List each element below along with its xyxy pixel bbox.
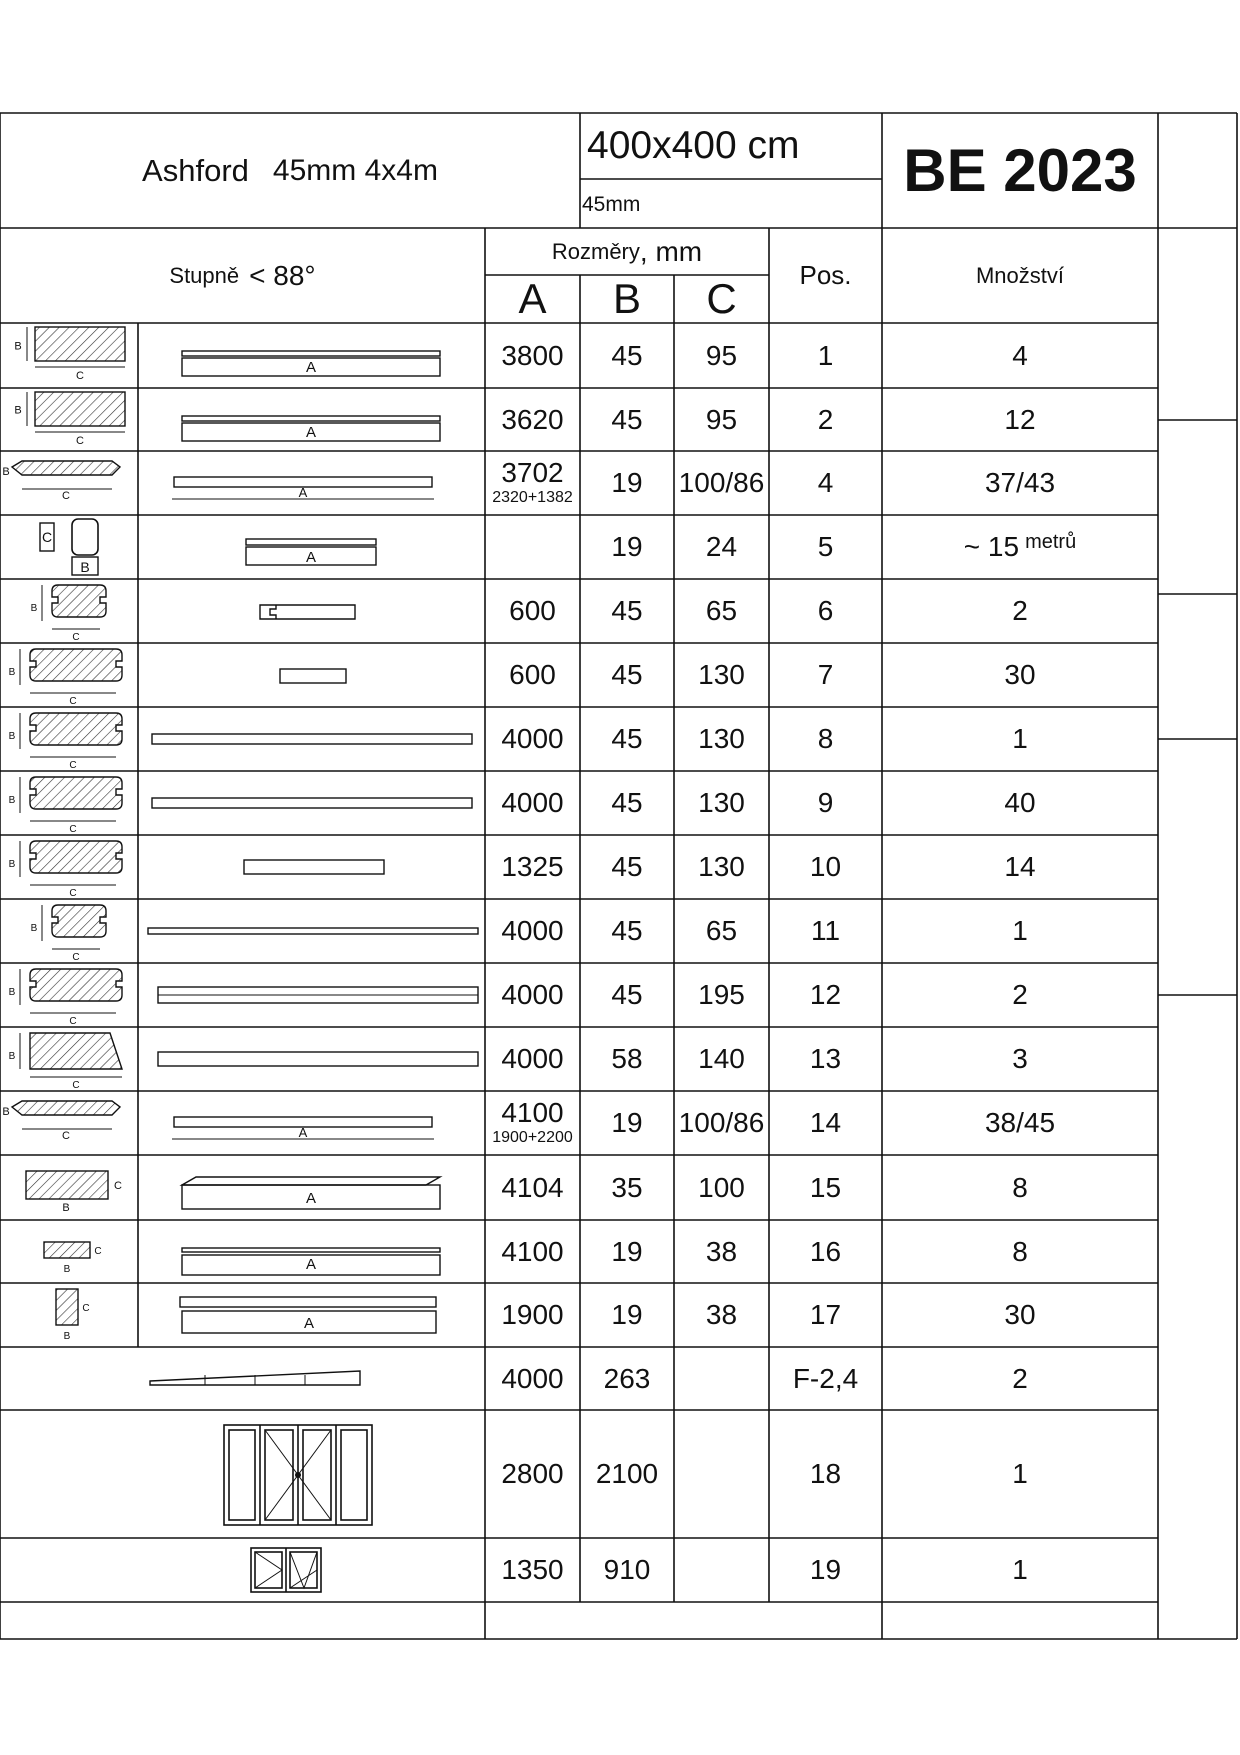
cell-pos: 18	[809, 1458, 842, 1489]
row-drawing	[2, 461, 434, 502]
cell-c: 95	[705, 339, 738, 371]
side-view-icon	[172, 477, 434, 500]
cell-c: 130	[698, 787, 745, 818]
cell-c: 38	[705, 1235, 738, 1267]
svg-text:C: C	[72, 952, 80, 963]
cell-a	[485, 643, 580, 707]
cell-qty-value: 14	[1004, 851, 1036, 882]
col-b-header: B	[612, 275, 641, 322]
row-drawing	[31, 585, 355, 643]
cell-pos: 4	[817, 467, 834, 498]
svg-text:A: A	[305, 424, 317, 441]
cell-a	[485, 323, 580, 388]
cell-pos: 11	[810, 915, 841, 946]
cell-pos: 19	[809, 1554, 842, 1585]
cell-pos: 14	[809, 1107, 842, 1138]
cell-a	[485, 899, 580, 963]
row-drawing	[56, 1289, 436, 1342]
cell-a-value: 4104	[501, 1171, 564, 1203]
cell-a	[485, 1220, 580, 1283]
row-drawing	[9, 841, 384, 899]
cell-pos: 1	[817, 339, 834, 371]
cell-qty-value: 37/43	[984, 467, 1056, 498]
cell-a	[485, 1410, 580, 1538]
cell-a-sub: 1900+2200	[492, 1129, 573, 1146]
cell-c: 130	[698, 659, 745, 690]
pos-header: Pos.	[799, 260, 852, 290]
dimensions-header	[485, 228, 769, 275]
foundation-beam-icon	[150, 1371, 360, 1385]
cell-qty-value: 2	[1012, 595, 1028, 626]
cell-qty-value: 3	[1012, 1043, 1028, 1074]
cell-b: 35	[611, 1171, 643, 1203]
cell-qty-value: ~ 15	[963, 531, 1020, 562]
svg-text:C: C	[76, 435, 84, 447]
profile-section-icon	[31, 905, 106, 963]
cell-b: 45	[611, 851, 643, 882]
cell-qty	[882, 1410, 1158, 1538]
cell-a	[485, 1283, 580, 1347]
profile-section-icon	[40, 519, 98, 575]
side-view-icon	[180, 1297, 436, 1333]
svg-text:A: A	[298, 485, 308, 500]
cell-b: 45	[611, 723, 643, 754]
product-spec: 45mm 4x4m	[272, 153, 438, 187]
cell-a-sub: 2320+1382	[492, 489, 573, 506]
product-name: Ashford	[142, 152, 249, 188]
cell-a	[485, 388, 580, 451]
cell-c: 100/86	[678, 467, 765, 498]
cell-pos: 5	[817, 531, 834, 562]
svg-text:B: B	[8, 667, 16, 678]
cell-qty-value: 1	[1012, 915, 1028, 946]
profile-section-icon	[9, 777, 122, 835]
svg-text:B: B	[8, 987, 16, 998]
cell-b: 45	[611, 979, 643, 1010]
cell-a-value: 3620	[501, 403, 564, 435]
cell-qty	[882, 1155, 1158, 1220]
cell-a-value: 3702	[501, 457, 564, 488]
cell-b: 58	[611, 1043, 643, 1074]
profile-drawings	[2, 327, 478, 1592]
side-view-icon	[158, 1052, 478, 1066]
cell-a	[485, 1347, 580, 1410]
cell-qty	[882, 899, 1158, 963]
profile-section-icon	[9, 841, 122, 899]
cell-qty	[882, 579, 1158, 643]
cell-c	[674, 1347, 769, 1410]
svg-text:C: C	[69, 888, 77, 899]
cell-a-value: 4000	[501, 1043, 564, 1074]
cell-qty	[882, 1220, 1158, 1283]
svg-text:C: C	[82, 1303, 90, 1314]
cell-a	[485, 451, 580, 515]
cell-a-value: 4100	[501, 1235, 564, 1267]
svg-text:B: B	[80, 559, 90, 575]
profile-section-icon	[14, 392, 125, 447]
svg-text:B: B	[2, 1106, 10, 1118]
cell-qty-value: 2	[1012, 1362, 1028, 1394]
cell-qty	[882, 707, 1158, 771]
side-view-icon	[280, 669, 346, 683]
cell-pos: 12	[809, 979, 842, 1010]
cell-b: 19	[611, 1299, 643, 1330]
cell-pos: F-2,4	[792, 1362, 859, 1394]
profile-section-icon	[44, 1242, 102, 1275]
cell-c: 65	[705, 595, 738, 626]
cell-c: 65	[705, 915, 738, 946]
cell-a	[485, 1091, 580, 1155]
cell-qty	[882, 515, 1158, 579]
row-drawing	[9, 1033, 478, 1091]
cell-b: 45	[611, 915, 643, 946]
cell-qty-value: 12	[1004, 403, 1036, 435]
cell-b: 910	[603, 1554, 651, 1585]
cell-b: 19	[611, 1235, 643, 1267]
side-view-icon	[152, 734, 472, 744]
product-code: BE 2023	[903, 137, 1137, 204]
profile-section-icon	[9, 649, 122, 707]
side-view-icon	[182, 351, 440, 376]
svg-text:B: B	[8, 1051, 16, 1062]
profile-section-icon	[2, 461, 120, 502]
svg-text:C: C	[69, 824, 77, 835]
cell-b: 45	[611, 787, 643, 818]
cell-a	[485, 963, 580, 1027]
cell-qty	[882, 388, 1158, 451]
profile-section-icon	[9, 969, 122, 1027]
cell-a-value: 4000	[501, 915, 564, 946]
cell-qty	[882, 643, 1158, 707]
svg-text:B: B	[63, 1331, 71, 1342]
window-icon	[251, 1548, 321, 1592]
degrees-value: < 88°	[249, 259, 316, 291]
cell-qty-value: 40	[1004, 787, 1036, 818]
cell-c: 95	[705, 403, 738, 435]
cell-a-value: 1900	[501, 1299, 564, 1330]
cell-qty	[882, 1283, 1158, 1347]
cell-pos: 6	[817, 595, 834, 626]
cell-a-value: 3800	[501, 339, 564, 371]
row-drawing	[9, 969, 478, 1027]
cell-b: 19	[611, 531, 643, 562]
side-view-icon	[246, 539, 376, 566]
side-view-icon	[244, 860, 384, 874]
svg-text:A: A	[305, 1256, 317, 1273]
svg-text:C: C	[69, 696, 77, 707]
svg-text:C: C	[76, 370, 84, 382]
profile-section-icon	[56, 1289, 90, 1342]
cell-a	[485, 707, 580, 771]
cell-a	[485, 1538, 580, 1602]
cell-qty-value: 38/45	[984, 1107, 1056, 1138]
svg-text:A: A	[298, 1125, 308, 1140]
row-drawing	[31, 905, 478, 963]
product-title	[0, 113, 580, 228]
qty-header: Množství	[975, 262, 1065, 288]
cell-a-value: 4000	[501, 787, 564, 818]
cell-qty	[882, 1538, 1158, 1602]
cell-qty	[882, 1347, 1158, 1410]
side-view-icon	[172, 1117, 434, 1140]
svg-text:B: B	[14, 404, 22, 417]
cell-qty	[882, 771, 1158, 835]
side-view-icon	[182, 1177, 440, 1209]
cell-a	[485, 515, 580, 579]
side-view-icon	[182, 1248, 440, 1275]
cell-pos: 9	[817, 787, 834, 818]
row-drawing	[14, 327, 440, 382]
cell-c: 195	[698, 979, 745, 1010]
cell-pos: 15	[809, 1171, 842, 1203]
col-c-header: C	[706, 275, 737, 322]
cell-qty	[882, 963, 1158, 1027]
dimensions-unit: , mm	[639, 235, 703, 267]
cell-qty	[882, 1027, 1158, 1091]
side-view-icon	[260, 605, 355, 619]
row-drawing	[9, 777, 472, 835]
cell-qty-value: 30	[1004, 659, 1036, 690]
cell-c: 100	[698, 1171, 745, 1203]
side-view-icon	[182, 416, 440, 441]
cell-a-value: 1350	[501, 1554, 564, 1585]
cell-c: 24	[705, 531, 738, 562]
row-drawing	[14, 392, 440, 447]
door-icon	[224, 1425, 372, 1525]
cell-c: 140	[698, 1043, 745, 1074]
svg-text:B: B	[8, 795, 16, 806]
cell-a-value: 600	[509, 595, 556, 626]
side-view-icon	[158, 987, 478, 1003]
cell-b: 19	[611, 467, 643, 498]
svg-text:A: A	[305, 549, 317, 566]
profile-section-icon	[9, 713, 122, 771]
row-drawing	[44, 1242, 440, 1275]
cell-pos: 7	[817, 659, 834, 690]
svg-text:C: C	[69, 1016, 77, 1027]
cell-a-value: 4000	[501, 979, 564, 1010]
cell-b: 45	[611, 659, 643, 690]
cell-a-value: 4000	[501, 723, 564, 754]
cell-qty-value: 4	[1012, 339, 1028, 371]
svg-text:C: C	[114, 1180, 122, 1192]
svg-text:B: B	[8, 731, 16, 742]
cell-qty-value: 30	[1004, 1299, 1036, 1330]
profile-section-icon	[31, 585, 106, 643]
cell-pos: 10	[809, 851, 842, 882]
cell-qty-value: 8	[1012, 1171, 1028, 1203]
cell-a	[485, 771, 580, 835]
row-drawing	[26, 1171, 440, 1214]
cell-a	[485, 1155, 580, 1220]
cell-a	[485, 835, 580, 899]
svg-text:A: A	[305, 359, 317, 376]
row-drawing	[40, 519, 376, 575]
cell-pos: 13	[809, 1043, 842, 1074]
cell-b: 45	[611, 339, 643, 371]
svg-text:B: B	[63, 1264, 71, 1275]
side-view-icon	[152, 798, 472, 808]
cell-a	[485, 1027, 580, 1091]
cell-b: 45	[611, 403, 643, 435]
cell-b: 19	[611, 1107, 643, 1138]
product-thickness: 45mm	[582, 193, 641, 216]
svg-text:B: B	[8, 859, 16, 870]
cell-pos: 16	[809, 1235, 842, 1267]
profile-section-icon	[2, 1101, 120, 1142]
svg-text:B: B	[30, 603, 38, 614]
cell-qty	[882, 323, 1158, 388]
profile-section-icon	[26, 1171, 122, 1214]
cell-qty	[882, 451, 1158, 515]
degrees-label: Stupně	[169, 262, 240, 288]
svg-text:B: B	[2, 466, 10, 478]
svg-text:B: B	[30, 923, 38, 934]
cell-c	[674, 1410, 769, 1538]
cell-qty	[882, 1091, 1158, 1155]
svg-text:A: A	[303, 1315, 315, 1332]
cell-qty-value: 1	[1012, 723, 1028, 754]
cell-qty	[882, 835, 1158, 899]
cell-qty-value: 2	[1012, 979, 1028, 1010]
cell-b: 2100	[595, 1458, 659, 1489]
cell-b: 45	[611, 595, 643, 626]
cell-c: 130	[698, 723, 745, 754]
cell-qty-unit: metrů	[1025, 531, 1077, 553]
row-drawing	[9, 649, 346, 707]
cell-qty-value: 1	[1012, 1554, 1028, 1585]
svg-text:C: C	[69, 760, 77, 771]
dimensions-label: Rozměry	[551, 238, 640, 264]
svg-text:B: B	[14, 340, 22, 353]
cell-c	[674, 1538, 769, 1602]
side-view-icon	[148, 928, 478, 934]
row-drawing	[2, 1101, 434, 1142]
cell-qty-value: 8	[1012, 1235, 1028, 1267]
svg-text:A: A	[305, 1190, 317, 1207]
cell-a	[485, 579, 580, 643]
profile-section-icon	[14, 327, 125, 382]
svg-text:C: C	[41, 529, 53, 545]
cell-a-value: 4100	[501, 1097, 564, 1128]
degrees-header	[0, 228, 485, 323]
cell-c: 130	[698, 851, 745, 882]
cell-a-value: 600	[509, 659, 556, 690]
cell-c: 38	[705, 1299, 738, 1330]
product-size: 400x400 cm	[587, 124, 800, 167]
cell-pos: 17	[809, 1299, 842, 1330]
svg-text:C: C	[62, 1130, 70, 1142]
cell-pos: 2	[817, 403, 834, 435]
svg-text:C: C	[72, 632, 80, 643]
cell-a-value: 2800	[501, 1458, 564, 1489]
cell-a-value: 1325	[501, 851, 564, 882]
profile-section-icon	[9, 1033, 122, 1091]
cell-a-value: 4000	[501, 1362, 564, 1394]
cell-c: 100/86	[678, 1107, 765, 1138]
cell-pos: 8	[817, 723, 834, 754]
row-drawing	[9, 713, 472, 771]
col-a-header: A	[518, 275, 547, 322]
cell-b: 263	[603, 1362, 651, 1394]
svg-text:C: C	[62, 490, 70, 502]
cell-qty-value: 1	[1012, 1458, 1028, 1489]
svg-text:C: C	[72, 1080, 80, 1091]
svg-text:B: B	[62, 1202, 70, 1214]
svg-text:C: C	[94, 1246, 102, 1257]
